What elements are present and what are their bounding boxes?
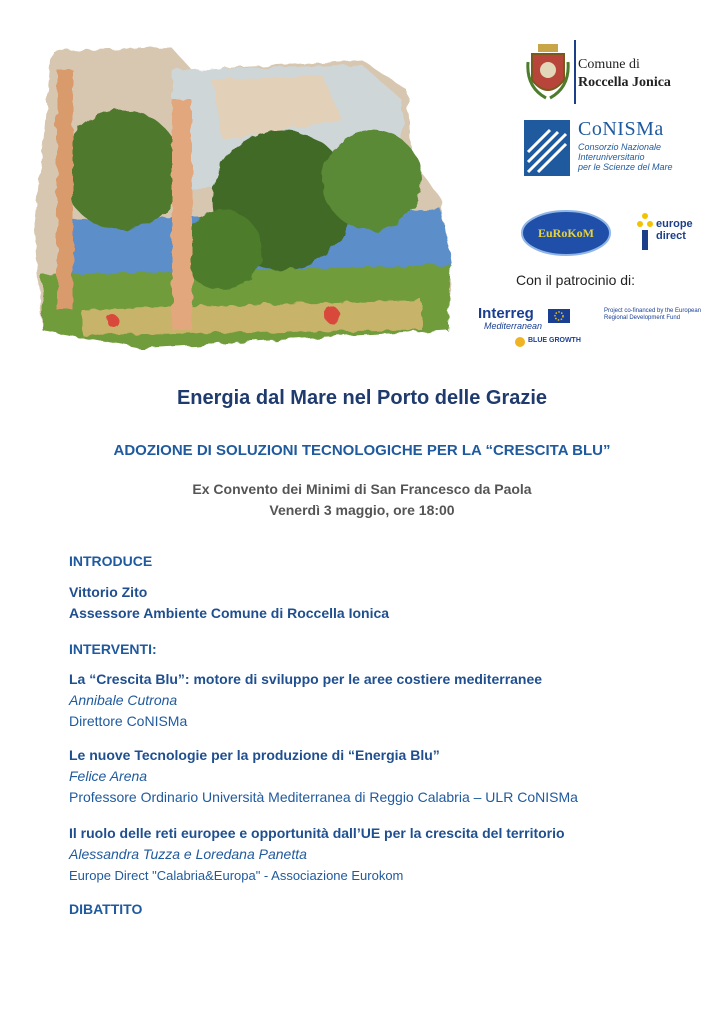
eurokom-logo	[520, 208, 612, 258]
talk-speaker: Annibale Cutrona	[69, 692, 178, 708]
europe-direct-line2: direct	[656, 230, 686, 242]
interreg-logo	[474, 303, 708, 351]
event-datetime: Venerdì 3 maggio, ore 18:00	[269, 502, 455, 518]
introducer-role: Assessore Ambiente Comune di Roccella Ionica	[69, 605, 390, 621]
event-subtitle: ADOZIONE DI SOLUZIONI TECNOLOGICHE PER LA “CRESCITA BLU”	[113, 442, 611, 459]
europe-direct-logo	[636, 208, 696, 258]
talk-title: Le nuove Tecnologie per la produzione di “Energia Blu”	[69, 747, 440, 763]
talk-speaker: Felice Arena	[69, 768, 148, 784]
patrocinio-label: Con il patrocinio di:	[516, 272, 636, 288]
talk-item	[69, 823, 709, 886]
event-venue-block	[0, 479, 724, 521]
blue-growth-label: BLUE GROWTH	[528, 337, 581, 344]
coat-of-arms-icon	[526, 42, 570, 102]
talk-role: Europe Direct "Calabria&Europa" - Associazione Eurokom	[69, 868, 404, 883]
event-venue: Ex Convento dei Minimi di San Francesco da Paola	[192, 481, 532, 497]
talk-speaker: Alessandra Tuzza e Loredana Panetta	[69, 846, 307, 862]
introducer-block	[69, 582, 709, 624]
event-title: Energia dal Mare nel Porto delle Grazie	[176, 387, 548, 409]
talk-role: Direttore CoNISMa	[69, 713, 188, 729]
conisma-name: CoNISMa	[578, 118, 664, 140]
conisma-sub2: Interuniversitario	[578, 152, 645, 162]
eu-flag-icon	[548, 309, 570, 323]
dibattito-heading: DIBATTITO	[69, 901, 143, 917]
blue-growth-icon	[514, 336, 526, 348]
talk-title: Il ruolo delle reti europee e opportunità dall’UE per la crescita del territorio	[69, 825, 565, 841]
comune-line1: Comune di	[578, 57, 640, 72]
interreg-subtitle: Mediterranean	[484, 321, 543, 331]
comune-logo	[526, 40, 696, 104]
conisma-subtitle	[578, 142, 673, 172]
introducer-name: Vittorio Zito	[69, 584, 148, 600]
talk-title: La “Crescita Blu”: motore di sviluppo per le aree costiere mediterranee	[69, 671, 543, 687]
conisma-sub3: per le Scienze del Mare	[578, 162, 673, 172]
talk-role: Professore Ordinario Università Mediterranea di Reggio Calabria – ULR CoNISMa	[69, 789, 578, 805]
interreg-name: Interreg	[478, 305, 534, 322]
talk-item	[69, 745, 709, 808]
comune-line2: Roccella Jonica	[578, 75, 671, 90]
eurokom-name: EuRoKoM	[537, 226, 594, 240]
eu-stars-icon	[636, 210, 654, 254]
interreg-funding-note: Project co-financed by the European Regional Development Fund	[604, 308, 702, 321]
comune-divider	[574, 40, 576, 104]
conisma-logo	[524, 118, 704, 178]
conisma-sub1: Consorzio Nazionale	[578, 142, 662, 152]
talk-item	[69, 669, 709, 732]
interventi-heading: INTERVENTI:	[69, 641, 157, 657]
conisma-mark-icon	[524, 120, 570, 176]
europe-direct-line1: europe	[656, 218, 693, 230]
header-painting	[22, 30, 462, 350]
introduce-heading: INTRODUCE	[69, 553, 153, 569]
